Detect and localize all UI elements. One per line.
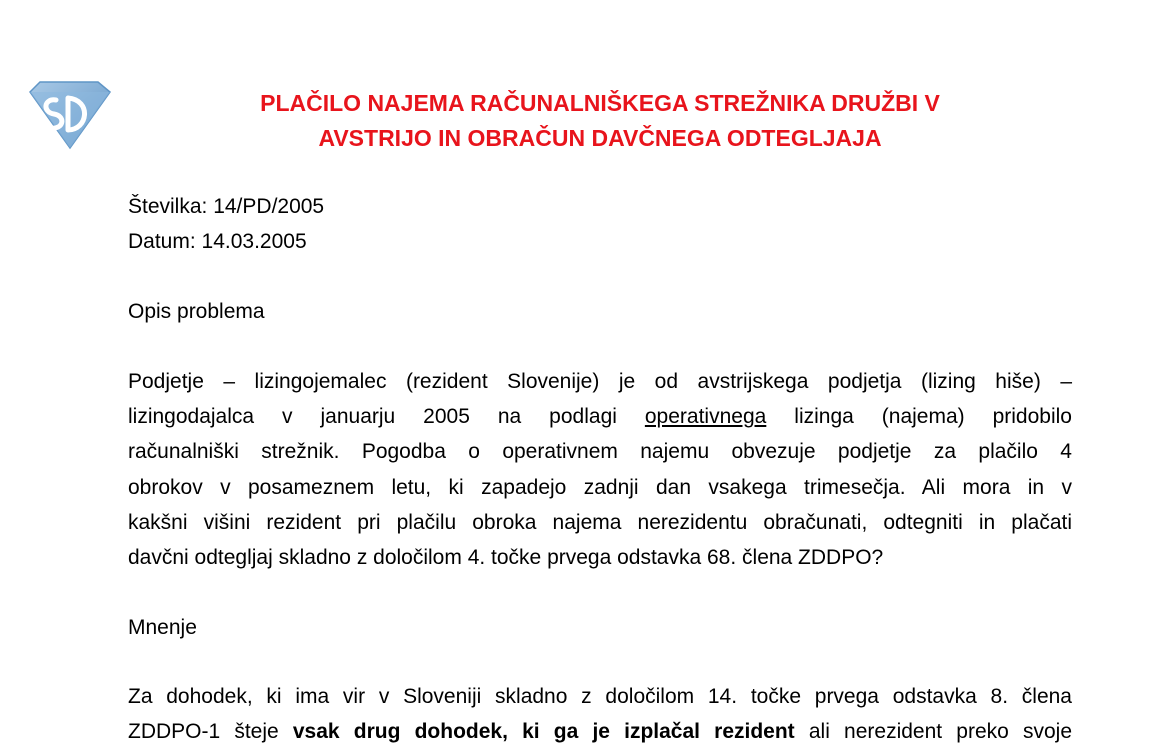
paragraph-line: obrokov v posameznem letu, ki zapadejo zadnji dan vsakega trimesečja. Ali mora in v bbox=[128, 475, 1072, 499]
document-date: Datum: 14.03.2005 bbox=[128, 230, 307, 254]
text-run: ZDDPO-1 šteje bbox=[128, 720, 293, 744]
paragraph-line: davčni odtegljaj skladno z določilom 4. točke prvega odstavka 68. člena ZDDPO? bbox=[128, 546, 884, 570]
document-meta bbox=[128, 189, 1072, 259]
paragraph-line: Podjetje – lizingojemalec (rezident Slovenije) je od avstrijskega podjetja (lizing hiše) – bbox=[128, 370, 1072, 393]
paragraph-line: Za dohodek, ki ima vir v Sloveniji skladno z določilom 14. točke prvega odstavka 8. člena bbox=[128, 685, 1072, 708]
text-run: ali nerezident preko svoje bbox=[794, 720, 1072, 744]
text-run: lizinga (najema) pridobilo bbox=[766, 405, 1072, 429]
title-line-2: AVSTRIJO IN OBRAČUN DAVČNEGA ODTEGLJAJA bbox=[318, 125, 882, 151]
problem-paragraph bbox=[128, 364, 1072, 575]
paragraph-line: računalniški strežnik. Pogodba o operativnem najemu obvezuje podjetje za plačilo 4 bbox=[128, 440, 1072, 464]
document-number: Številka: 14/PD/2005 bbox=[128, 195, 325, 218]
opinion-heading: Mnenje bbox=[128, 616, 197, 639]
document-title bbox=[128, 86, 1072, 156]
company-logo-icon bbox=[26, 78, 112, 150]
paragraph-line bbox=[128, 399, 1072, 434]
problem-heading: Opis problema bbox=[128, 300, 265, 323]
underlined-term: operativnega bbox=[644, 405, 767, 429]
opinion-paragraph bbox=[128, 679, 1072, 749]
paragraph-line: kakšni višini rezident pri plačilu obroka najema nerezidentu obračunati, odtegniti in plačati bbox=[128, 510, 1072, 534]
text-run: lizingodajalca v januarju 2005 na podlagi bbox=[128, 405, 645, 429]
paragraph-line bbox=[128, 714, 1072, 749]
bold-phrase: vsak drug dohodek, ki ga je izplačal rezident bbox=[292, 720, 795, 744]
title-line-1: PLAČILO NAJEMA RAČUNALNIŠKEGA STREŽNIKA DRUŽBI V bbox=[260, 90, 940, 116]
